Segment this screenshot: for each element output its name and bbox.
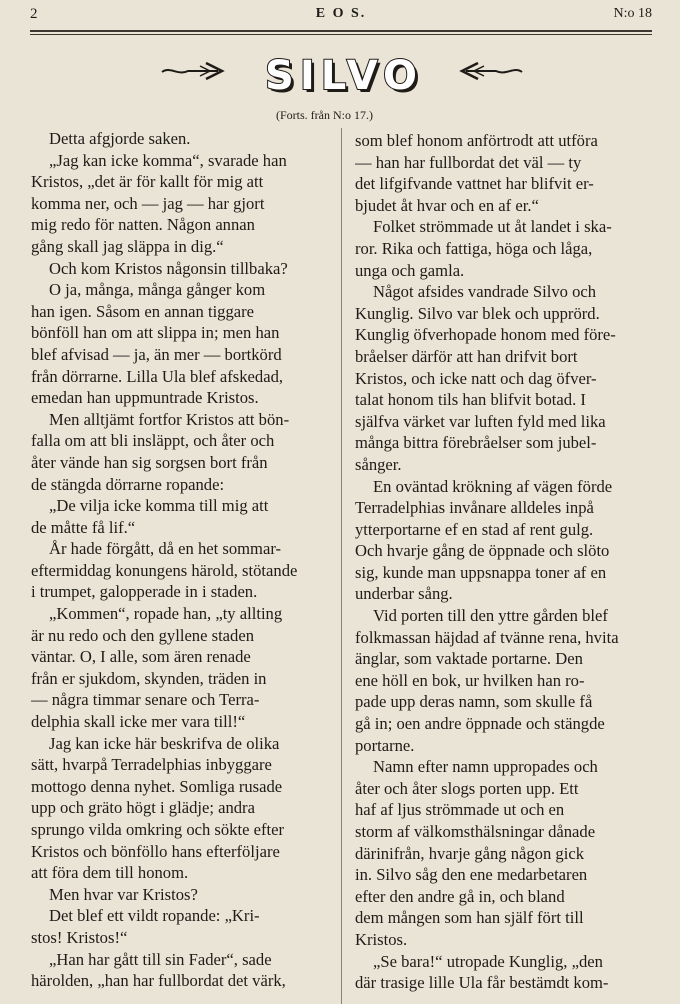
text-line: efter den andre gå in, och bland bbox=[355, 886, 565, 906]
text-line: Kristos, „det är för kallt för mig att bbox=[31, 172, 264, 192]
text-line: han igen. Såsom en annan tiggare bbox=[31, 301, 255, 321]
text-line: änglar, som vaktade portarne. Den bbox=[355, 649, 583, 669]
text-line: Men alltjämt fortfor Kristos att bön- bbox=[49, 409, 290, 429]
continuation-note: (Forts. från N:o 17.) bbox=[276, 108, 373, 122]
text-line: att föra dem till honom. bbox=[31, 863, 189, 883]
text-line: Namn efter namn uppropades och bbox=[373, 757, 598, 777]
text-line: Något afsides vandrade Silvo och bbox=[373, 282, 597, 302]
text-line: bönföll han om att slippa in; men han bbox=[31, 323, 280, 343]
text-line: Men hvar var Kristos? bbox=[49, 884, 198, 904]
text-line: „Kommen“, ropade han, „ty allting bbox=[49, 604, 283, 624]
text-line: „Se bara!“ utropade Kunglig, „den bbox=[373, 951, 603, 971]
text-line: åter vände han sig sorgsen bort från bbox=[31, 452, 268, 472]
text-line: många bittra förebråelser som jubel- bbox=[355, 433, 597, 453]
text-line: ene höll en bok, ur hvilken han ro- bbox=[355, 670, 585, 690]
text-line: mig redo för natten. Någon annan bbox=[31, 215, 255, 235]
text-line: unga och gamla. bbox=[355, 260, 465, 280]
publication-name: E O S. bbox=[315, 6, 367, 21]
text-line: eftermiddag konungens härold, stötande bbox=[31, 560, 298, 580]
text-line: emedan han uppmuntrade Kristos. bbox=[31, 388, 259, 408]
text-line: sätt, hvarpå Terradelphias inbyggare bbox=[31, 755, 272, 775]
text-line: därinifrån, hvarje gång någon gick bbox=[355, 843, 584, 863]
text-line: delphia skall icke mer vara till!“ bbox=[31, 712, 246, 732]
text-line: Kristos, och icke natt och dag öfver- bbox=[355, 368, 597, 388]
text-line: upp och gräto högt i glädje; andra bbox=[31, 798, 255, 818]
column-divider bbox=[341, 128, 342, 1004]
text-line: härolden, „han har fullbordat det värk, bbox=[31, 971, 286, 991]
left-column bbox=[31, 128, 331, 992]
right-column bbox=[355, 130, 655, 994]
text-line: väntar. O, I alle, som ären renade bbox=[31, 647, 251, 667]
text-line: mottogo denna nyhet. Somliga rusade bbox=[31, 776, 283, 796]
text-line: dem mången som han själf fört till bbox=[355, 908, 584, 928]
header-rule-thin bbox=[30, 34, 652, 35]
text-line: O ja, många, många gånger kom bbox=[49, 280, 266, 300]
text-line: Och hvarje gång de öppnade och slöto bbox=[355, 541, 610, 561]
text-line: Terradelphias invånare alldeles inpå bbox=[355, 498, 594, 518]
text-line: komma ner, och — jag — har gjort bbox=[31, 193, 265, 213]
text-line: „Han har gått till sin Fader“, sade bbox=[49, 949, 272, 969]
text-line: ror. Rika och fattiga, höga och låga, bbox=[355, 238, 593, 258]
text-line: blef afvisad — ja, än mer — bortkörd bbox=[31, 344, 282, 364]
text-line: underbar sång. bbox=[355, 584, 453, 604]
text-line: gå in; oen andre öppnade och stängde bbox=[355, 714, 605, 734]
text-line: åter och åter slogs porten upp. Ett bbox=[355, 778, 579, 798]
text-line: Kristos. bbox=[355, 929, 408, 949]
text-line: storm af välkomsthälsningar dånade bbox=[355, 822, 596, 841]
text-line: sig, kunde man uppsnappa toner af en bbox=[355, 562, 607, 582]
text-line: — några timmar senare och Terra- bbox=[31, 690, 260, 710]
issue-number: N:o 18 bbox=[613, 6, 652, 21]
text-line: Det blef ett vildt ropande: „Kri- bbox=[49, 906, 260, 926]
text-line: som blef honom anförtrodt att utföra bbox=[355, 131, 598, 150]
text-line: pade upp deras namn, som skulle få bbox=[355, 692, 593, 712]
text-line: sprungo vilda omkring och sökte efter bbox=[31, 820, 284, 839]
text-line: falla om att bli insläppt, och åter och bbox=[31, 431, 275, 451]
text-line: Kunglig öfverhopade honom med före- bbox=[355, 325, 616, 345]
text-line: gång skall jag släppa in dig.“ bbox=[31, 236, 224, 256]
text-line: i trumpet, galopperade in i staden. bbox=[31, 582, 258, 602]
text-line: Kunglig. Silvo var blek och upprörd. bbox=[355, 303, 600, 323]
text-line: in. Silvo såg den ene medarbetaren bbox=[355, 865, 588, 885]
text-line: År hade förgått, då en het sommar- bbox=[49, 539, 282, 559]
text-line: En oväntad krökning af vägen förde bbox=[373, 476, 613, 496]
text-line: folkmassan häjdad af tvänne rena, hvita bbox=[355, 627, 619, 647]
page-number: 2 bbox=[30, 6, 38, 22]
text-line: det lifgifvande vattnet har blifvit er- bbox=[355, 174, 594, 194]
text-line: talat honom tils han blifvit botad. I bbox=[355, 390, 586, 410]
text-line: är nu redo och den gyllene staden bbox=[31, 625, 255, 645]
text-line: „Jag kan icke komma“, svarade han bbox=[49, 150, 287, 170]
text-line: ytterportarne ef en stad af rent gulg. bbox=[355, 519, 594, 539]
text-line: de stängda dörrarne ropande: bbox=[31, 474, 225, 494]
text-line: från dörrarne. Lilla Ula blef afskedad, bbox=[31, 366, 284, 386]
text-line: stos! Kristos!“ bbox=[31, 927, 128, 947]
text-line: Jag kan icke här beskrifva de olika bbox=[49, 733, 280, 753]
text-line: själfva värket var luften fyld med lika bbox=[355, 411, 606, 431]
title-block bbox=[0, 52, 680, 100]
text-line: bjudet åt hvar och en af er.“ bbox=[355, 195, 539, 215]
text-line: sånger. bbox=[355, 454, 402, 474]
text-line: portarne. bbox=[355, 735, 415, 755]
running-header bbox=[30, 6, 652, 26]
right-arrow-ornament-icon bbox=[458, 60, 524, 82]
header-rule-thick bbox=[30, 30, 652, 32]
text-line: Kristos och bönföllo hans efterföljare bbox=[31, 841, 280, 861]
text-line: bråelser därför att han drifvit bort bbox=[355, 346, 578, 366]
text-line: haf af ljus strömmade ut och en bbox=[355, 800, 565, 820]
left-arrow-ornament-icon bbox=[160, 60, 226, 82]
text-line: Detta afgjorde saken. bbox=[49, 129, 191, 148]
text-line: — han har fullbordat det väl — ty bbox=[355, 152, 582, 172]
text-line: Folket strömmade ut åt landet i ska- bbox=[373, 217, 612, 237]
text-line: där trasige lille Ula får bestämdt kom- bbox=[355, 973, 609, 993]
text-line: Vid porten till den yttre gården blef bbox=[373, 606, 608, 626]
text-line: från er sjukdom, skynden, träden in bbox=[31, 668, 267, 688]
text-line: „De vilja icke komma till mig att bbox=[49, 496, 269, 516]
text-line: Och kom Kristos någonsin tillbaka? bbox=[49, 258, 288, 278]
text-line: de måtte få lif.“ bbox=[31, 517, 136, 537]
article-title: SILVO bbox=[265, 53, 423, 99]
